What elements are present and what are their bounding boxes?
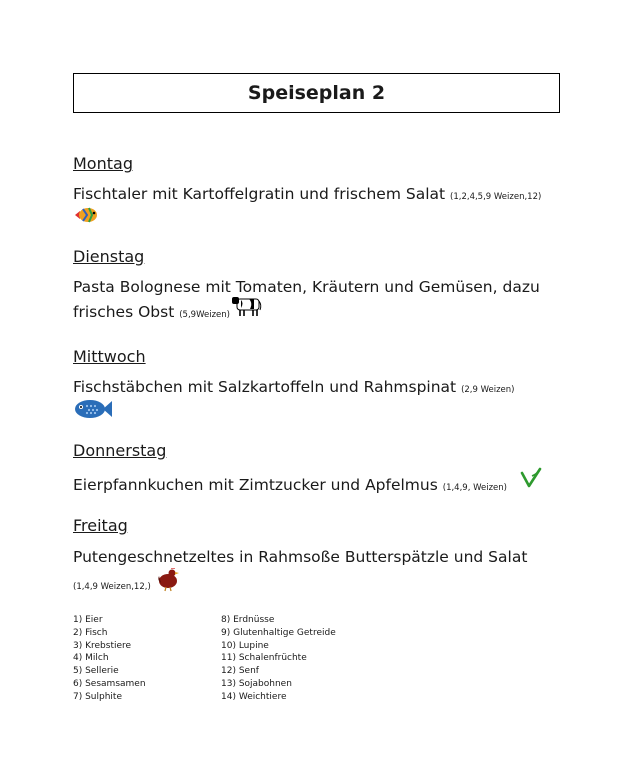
allergen-codes: (1,2,4,5,9 Weizen,12) [450,192,542,202]
legend-item: 5) Sellerie [73,666,119,677]
legend-item: 3) Krebstiere [73,640,132,651]
title-box [73,73,560,113]
allergen-legend-right [221,614,336,704]
dish-text: Fischtaler mit Kartoffelgratin und frischem Salat [73,185,446,203]
fish-icon [73,398,113,420]
fish-icon [73,205,99,225]
legend-item: 7) Sulphite [73,691,122,702]
legend-item: 11) Schalenfrüchte [221,653,307,664]
legend-item: 9) Glutenhaltige Getreide [221,627,336,638]
legend-item: 4) Milch [73,653,109,664]
dish-tuesday [73,275,568,328]
dish-text-line2: frisches Obst [73,303,175,321]
legend-item: 1) Eier [73,615,103,625]
day-heading-monday: Montag [73,154,133,173]
day-heading-friday: Freitag [73,516,128,535]
allergen-codes: (1,4,9 Weizen,12,) [73,582,151,592]
allergen-codes: (1,4,9, Weizen) [442,483,507,493]
legend-item: 10) Lupine [221,640,269,651]
day-heading-thursday: Donnerstag [73,441,167,460]
dish-text: Fischstäbchen mit Salzkartoffeln und Rahmspinat [73,378,457,396]
page-title: Speiseplan 2 [247,82,386,104]
dish-monday [73,182,568,210]
day-heading-wednesday: Mittwoch [73,347,146,366]
legend-item: 8) Erdnüsse [221,615,275,625]
dish-wednesday [73,375,568,403]
legend-item: 2) Fisch [73,627,108,638]
dish-friday: Putengeschnetzeltes in Rahmsoße Butterspätzle und Salat [73,548,528,566]
dish-text-line1: Pasta Bolognese mit Tomaten, Kräutern und Gemüsen, dazu [73,278,540,296]
dish-thursday [73,473,568,501]
allergen-legend-left [73,614,146,704]
legend-item: 6) Sesamsamen [73,678,146,689]
allergen-codes: (2,9 Weizen) [461,385,515,395]
vegetarian-icon [520,467,542,489]
legend-item: 12) Senf [221,666,259,677]
day-heading-tuesday: Dienstag [73,247,145,266]
cow-icon [231,294,263,318]
allergen-codes: (5,9Weizen) [179,310,230,320]
legend-item: 13) Sojabohnen [221,678,292,689]
dish-text: Eierpfannkuchen mit Zimtzucker und Apfelmus [73,476,438,494]
legend-item: 14) Weichtiere [221,691,287,702]
chicken-icon [156,566,180,592]
